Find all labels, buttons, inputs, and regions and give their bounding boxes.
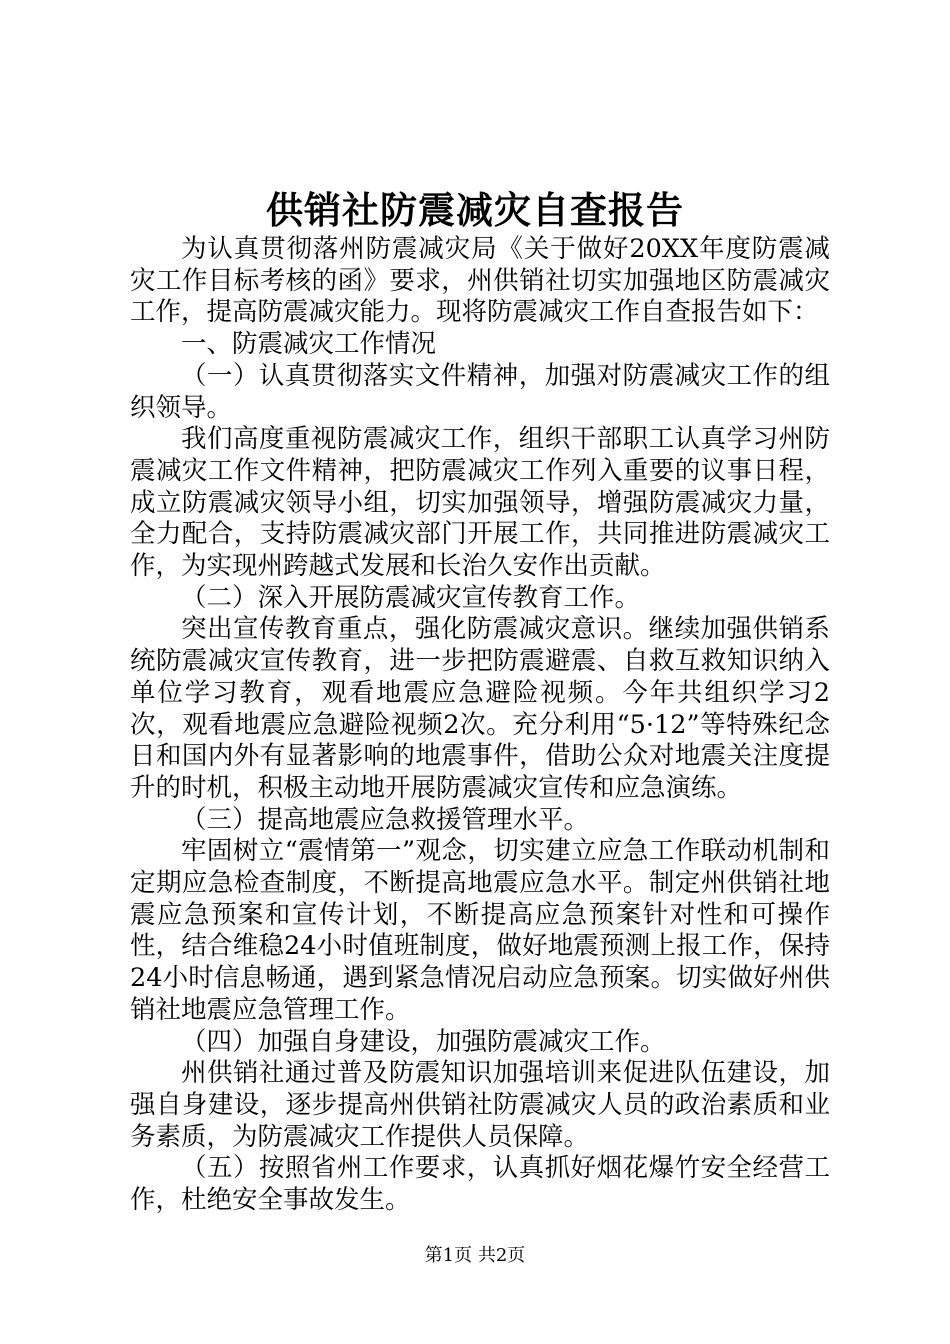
subsection-heading-2: （二）深入开展防震减灾宣传教育工作。 [181, 582, 641, 613]
subsection-heading-3: （三）提高地震应急救援管理水平。 [181, 804, 590, 835]
page-footer: 第1页 共2页 [424, 1245, 526, 1266]
subsection-heading-5: （五）按照省州工作要求，认真抓好烟花爆竹安全经营工作，杜绝安全事故发生。 [130, 1153, 830, 1216]
paragraph-1: 我们高度重视防震减灾工作，组织干部职工认真学习州防震减灾工作文件精神，把防震减灾工作列入重要的议事日程，成立防震减灾领导小组，切实加强领导，增强防震减灾力量，全力配合，支持防震减灾部门开展工作，共同推进防震减灾工作，为实现州跨越式发展和长治久安作出贡献。 [130, 424, 830, 582]
paragraph-3: 牢固树立“震情第一”观念，切实建立应急工作联动机制和定期应急检查制度，不断提高地震应急水平。制定州供销社地震应急预案和宣传计划，不断提高应急预案针对性和可操作性，结合维稳24小时值班制度，做好地震预测上报工作，保持24小时信息畅通，遇到紧急情况启动应急预案。切实做好州供销社地震应急管理工作。 [130, 836, 830, 1025]
subsection-heading-4: （四）加强自身建设，加强防震减灾工作。 [181, 1026, 666, 1057]
paragraph-intro: 为认真贯彻落州防震减灾局《关于做好20XX年度防震减灾工作目标考核的函》要求，州供销社切实加强地区防震减灾工作，提高防震减灾能力。现将防震减灾工作自查报告如下： [130, 234, 830, 328]
section-heading-1: 一、防震减灾工作情况 [181, 329, 437, 360]
paragraph-4: 州供销社通过普及防震知识加强培训来促进队伍建设，加强自身建设，逐步提高州供销社防震减灾人员的政治素质和业务素质，为防震减灾工作提供人员保障。 [130, 1058, 830, 1152]
subsection-heading-1: （一）认真贯彻落实文件精神，加强对防震减灾工作的组织领导。 [130, 360, 830, 423]
document-title: 供销社防震减灾自查报告 [266, 188, 684, 232]
paragraph-2: 突出宣传教育重点，强化防震减灾意识。继续加强供销系统防震减灾宣传教育，进一步把防震避震、自救互救知识纳入单位学习教育，观看地震应急避险视频。今年共组织学习2次，观看地震应急避险视频2次。充分利用“5·12”等特殊纪念日和国内外有显著影响的地震事件，借助公众对地震关注度提升的时机，积极主动地开展防震减灾宣传和应急演练。 [130, 614, 830, 803]
document-body [130, 234, 830, 1217]
